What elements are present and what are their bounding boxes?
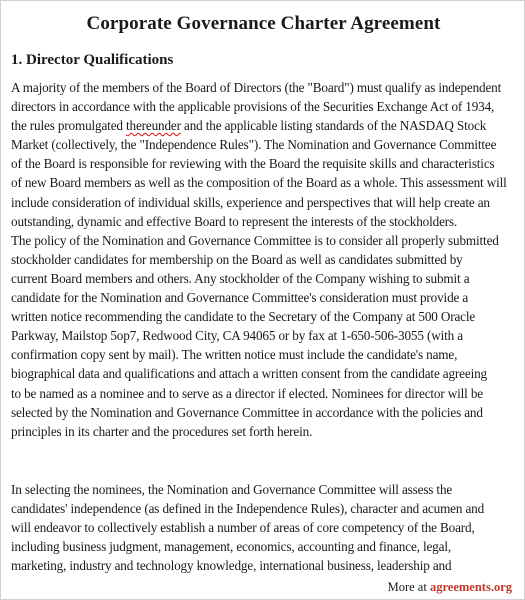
paragraph-1-text-start: A majority of the members of the Board of Directors (the "Board") must qualify as independent directors in accordance with the applicable provisions of the Securities Exchange Act of 1934, the rules promulgated xyxy=(11,80,502,134)
paragraph-1 xyxy=(11,78,516,441)
document-title: Corporate Governance Charter Agreement xyxy=(86,13,441,34)
spellcheck-flagged-word: thereunder xyxy=(126,118,181,134)
footer-prefix: More at xyxy=(387,580,430,594)
section-heading: 1. Director Qualifications xyxy=(11,52,174,68)
footer-credit xyxy=(384,580,512,595)
footer-link[interactable]: agreements.org xyxy=(429,580,512,594)
paragraph-1-text-end: and the applicable listing standards of the NASDAQ Stock Market (collectively, the "Independence Rules"). The Nomination and Governance Committee of the Board is responsible for reviewing with the Board the requisite skills and characteristics of new Board members as well as the composition of the Board as a whole. This assessment will include consideration of individual skills, experience and perspectives that will help create an outstanding, dynamic and effective Board to represent the interests of the stockholders. The policy of the Nomination and Governance Committee is to consider all properly submitted stockholder candidates for membership on the Board as well as candidates submitted by current Board members and others. Any stockholder of the Company wishing to submit a candidate for the Nomination and Governance Committee's consideration must provide a written notice recommending the candidate to the Secretary of the Company at 500 Oracle Parkway, Mailstop 5op7, Redwood City, CA 94065 or by fax at 1-650-506-3055 (with a confirmation copy sent by mail). The written notice must include the candidate's name, biographical data and qualifications and attach a written consent from the candidate agreeing to be named as a nominee and to serve as a director if elected. Nominees for director will be selected by the Nomination and Governance Committee in accordance with the policies and principles in its charter and the procedures set forth herein. xyxy=(11,118,507,439)
paragraph-2: In selecting the nominees, the Nomination and Governance Committee will assess the candidates' independence (as defined in the Independence Rules), character and acumen and will endeavor to collectively establish a number of areas of core competency of the Board, including business judgment, management, economics, accounting and finance, legal, marketing, industry and technology knowledge, international business, leadership and xyxy=(11,482,485,574)
